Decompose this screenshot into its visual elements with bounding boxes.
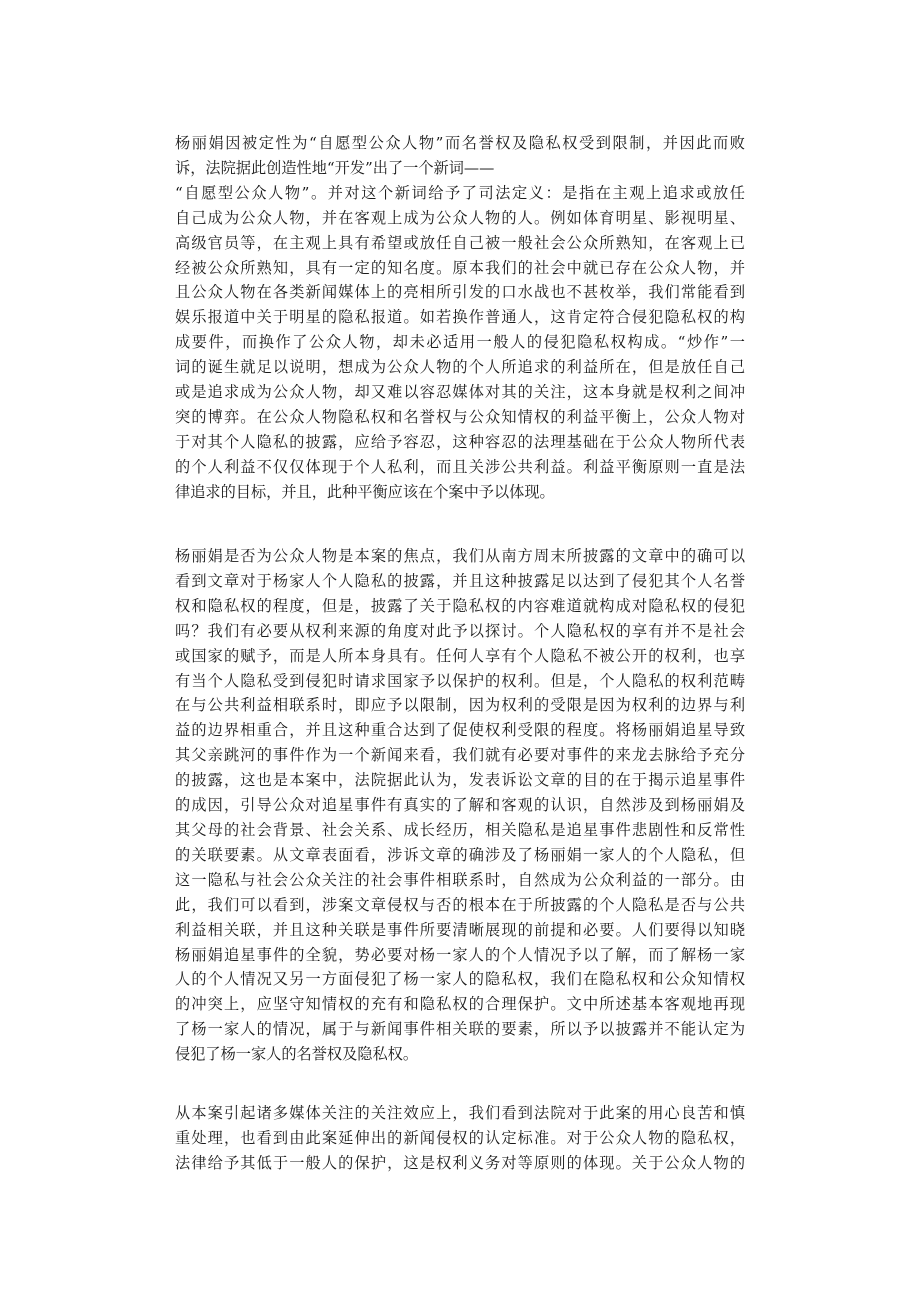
text-line: 杨丽娟是否为公众人物是本案的焦点，我们从南方周末所披露的文章中的确可以 xyxy=(175,547,745,565)
text-line: 经被公众所熟知，具有一定的知名度。原本我们的社会中就已存在公众人物，并 xyxy=(175,258,745,277)
text-line: 突的博弈。在公众人物隐私权和名誉权与公众知情权的利益平衡上，公众人物对 xyxy=(175,407,745,426)
text-line: 于对其个人隐私的披露，应给予容忍，这种容忍的法理基础在于公众人物所代表 xyxy=(175,432,745,451)
paragraph-1 xyxy=(175,131,745,505)
text-line: 益的边界相重合，并且这种重合达到了促使权利受限的程度。将杨丽娟追星导致 xyxy=(175,721,745,740)
text-line: “自愿型公众人物”。并对这个新词给予了司法定义：是指在主观上追求或放任 xyxy=(175,183,745,202)
text-line: 的披露，这也是本案中，法院据此认为，发表诉讼文章的目的在于揭示追星事件 xyxy=(175,771,745,790)
text-line: 的成因，引导公众对追星事件有真实的了解和客观的认识，自然涉及到杨丽娟及 xyxy=(175,796,745,815)
paragraph-2 xyxy=(175,544,745,1067)
text-line: 有当个人隐私受到侵犯时请求国家予以保护的权利。但是，个人隐私的权利范畴 xyxy=(175,671,745,690)
text-line: 的关联要素。从文章表面看，涉诉文章的确涉及了杨丽娟一家人的个人隐私，但 xyxy=(175,845,745,864)
text-line: 法律给予其低于一般人的保护，这是权利义务对等原则的体现。关于公众人物的 xyxy=(175,1153,745,1172)
text-line: 的个人利益不仅仅体现于个人私利，而且关涉公共利益。利益平衡原则一直是法 xyxy=(175,457,745,476)
text-line: 侵犯了杨一家人的名誉权及隐私权。 xyxy=(175,1045,418,1064)
text-line: 重处理，也看到由此案延伸出的新闻侵权的认定标准。对于公众人物的隐私权， xyxy=(175,1128,745,1147)
text-line: 从本案引起诸多媒体关注的关注效应上，我们看到法院对于此案的用心良苦和慎 xyxy=(175,1104,745,1122)
text-line: 高级官员等，在主观上具有希望或放任自己被一般社会公众所熟知，在客观上已 xyxy=(175,233,745,252)
text-line: 娱乐报道中关于明星的隐私报道。如若换作普通人，这肯定符合侵犯隐私权的构 xyxy=(175,308,745,327)
text-line: 诉，法院据此创造性地“开发”出了一个新词—— xyxy=(175,158,495,177)
text-line: 吗？我们有必要从权利来源的角度对此予以探讨。个人隐私权的享有并不是社会 xyxy=(175,621,745,640)
text-line: 人的个人情况又另一方面侵犯了杨一家人的隐私权，我们在隐私权和公众知情权 xyxy=(175,970,745,989)
text-line: 杨丽娟追星事件的全貌，势必要对杨一家人的个人情况予以了解，而了解杨一家 xyxy=(175,945,745,964)
text-line: 自己成为公众人物，并在客观上成为公众人物的人。例如体育明星、影视明星、 xyxy=(175,208,745,227)
text-line: 利益相关联，并且这种关联是事件所要清晰展现的前提和必要。人们要得以知晓 xyxy=(175,920,745,939)
text-line: 律追求的目标，并且，此种平衡应该在个案中予以体现。 xyxy=(175,482,555,501)
text-line: 这一隐私与社会公众关注的社会事件相联系时，自然成为公众利益的一部分。由 xyxy=(175,870,745,889)
text-line: 看到文章对于杨家人个人隐私的披露，并且这种披露足以达到了侵犯其个人名誉 xyxy=(175,571,745,590)
text-line: 权和隐私权的程度，但是，披露了关于隐私权的内容难道就构成对隐私权的侵犯 xyxy=(175,596,745,615)
text-line: 了杨一家人的情况，属于与新闻事件相关联的要素，所以予以披露并不能认定为 xyxy=(175,1020,745,1039)
text-line: 其父母的社会背景、社会关系、成长经历，相关隐私是追星事件悲剧性和反常性 xyxy=(175,820,745,839)
text-line: 且公众人物在各类新闻媒体上的亮相所引发的口水战也不甚枚举，我们常能看到 xyxy=(175,283,745,302)
text-line: 的冲突上，应坚守知情权的充有和隐私权的合理保护。文中所述基本客观地再现 xyxy=(175,995,745,1014)
text-line: 或是追求成为公众人物，却又难以容忍媒体对其的关注，这本身就是权利之间冲 xyxy=(175,383,745,402)
text-line: 杨丽娟因被定性为“自愿型公众人物”而名誉权及隐私权受到限制，并因此而败 xyxy=(175,134,745,152)
text-line: 其父亲跳河的事件作为一个新闻来看，我们就有必要对事件的来龙去脉给予充分 xyxy=(175,746,745,765)
text-line: 成要件，而换作了公众人物，却未必适用一般人的侵犯隐私权构成。“炒作”一 xyxy=(175,333,745,352)
text-line: 此，我们可以看到，涉案文章侵权与否的根本在于所披露的个人隐私是否与公共 xyxy=(175,895,745,914)
paragraph-3 xyxy=(175,1101,745,1176)
text-line: 词的诞生就足以说明，想成为公众人物的个人所追求的利益所在，但是放任自己 xyxy=(175,358,745,377)
text-line: 在与公共利益相联系时，即应予以限制，因为权利的受限是因为权利的边界与利 xyxy=(175,696,745,715)
text-line: 或国家的赋予，而是人所本身具有。任何人享有个人隐私不被公开的权利，也享 xyxy=(175,646,745,665)
